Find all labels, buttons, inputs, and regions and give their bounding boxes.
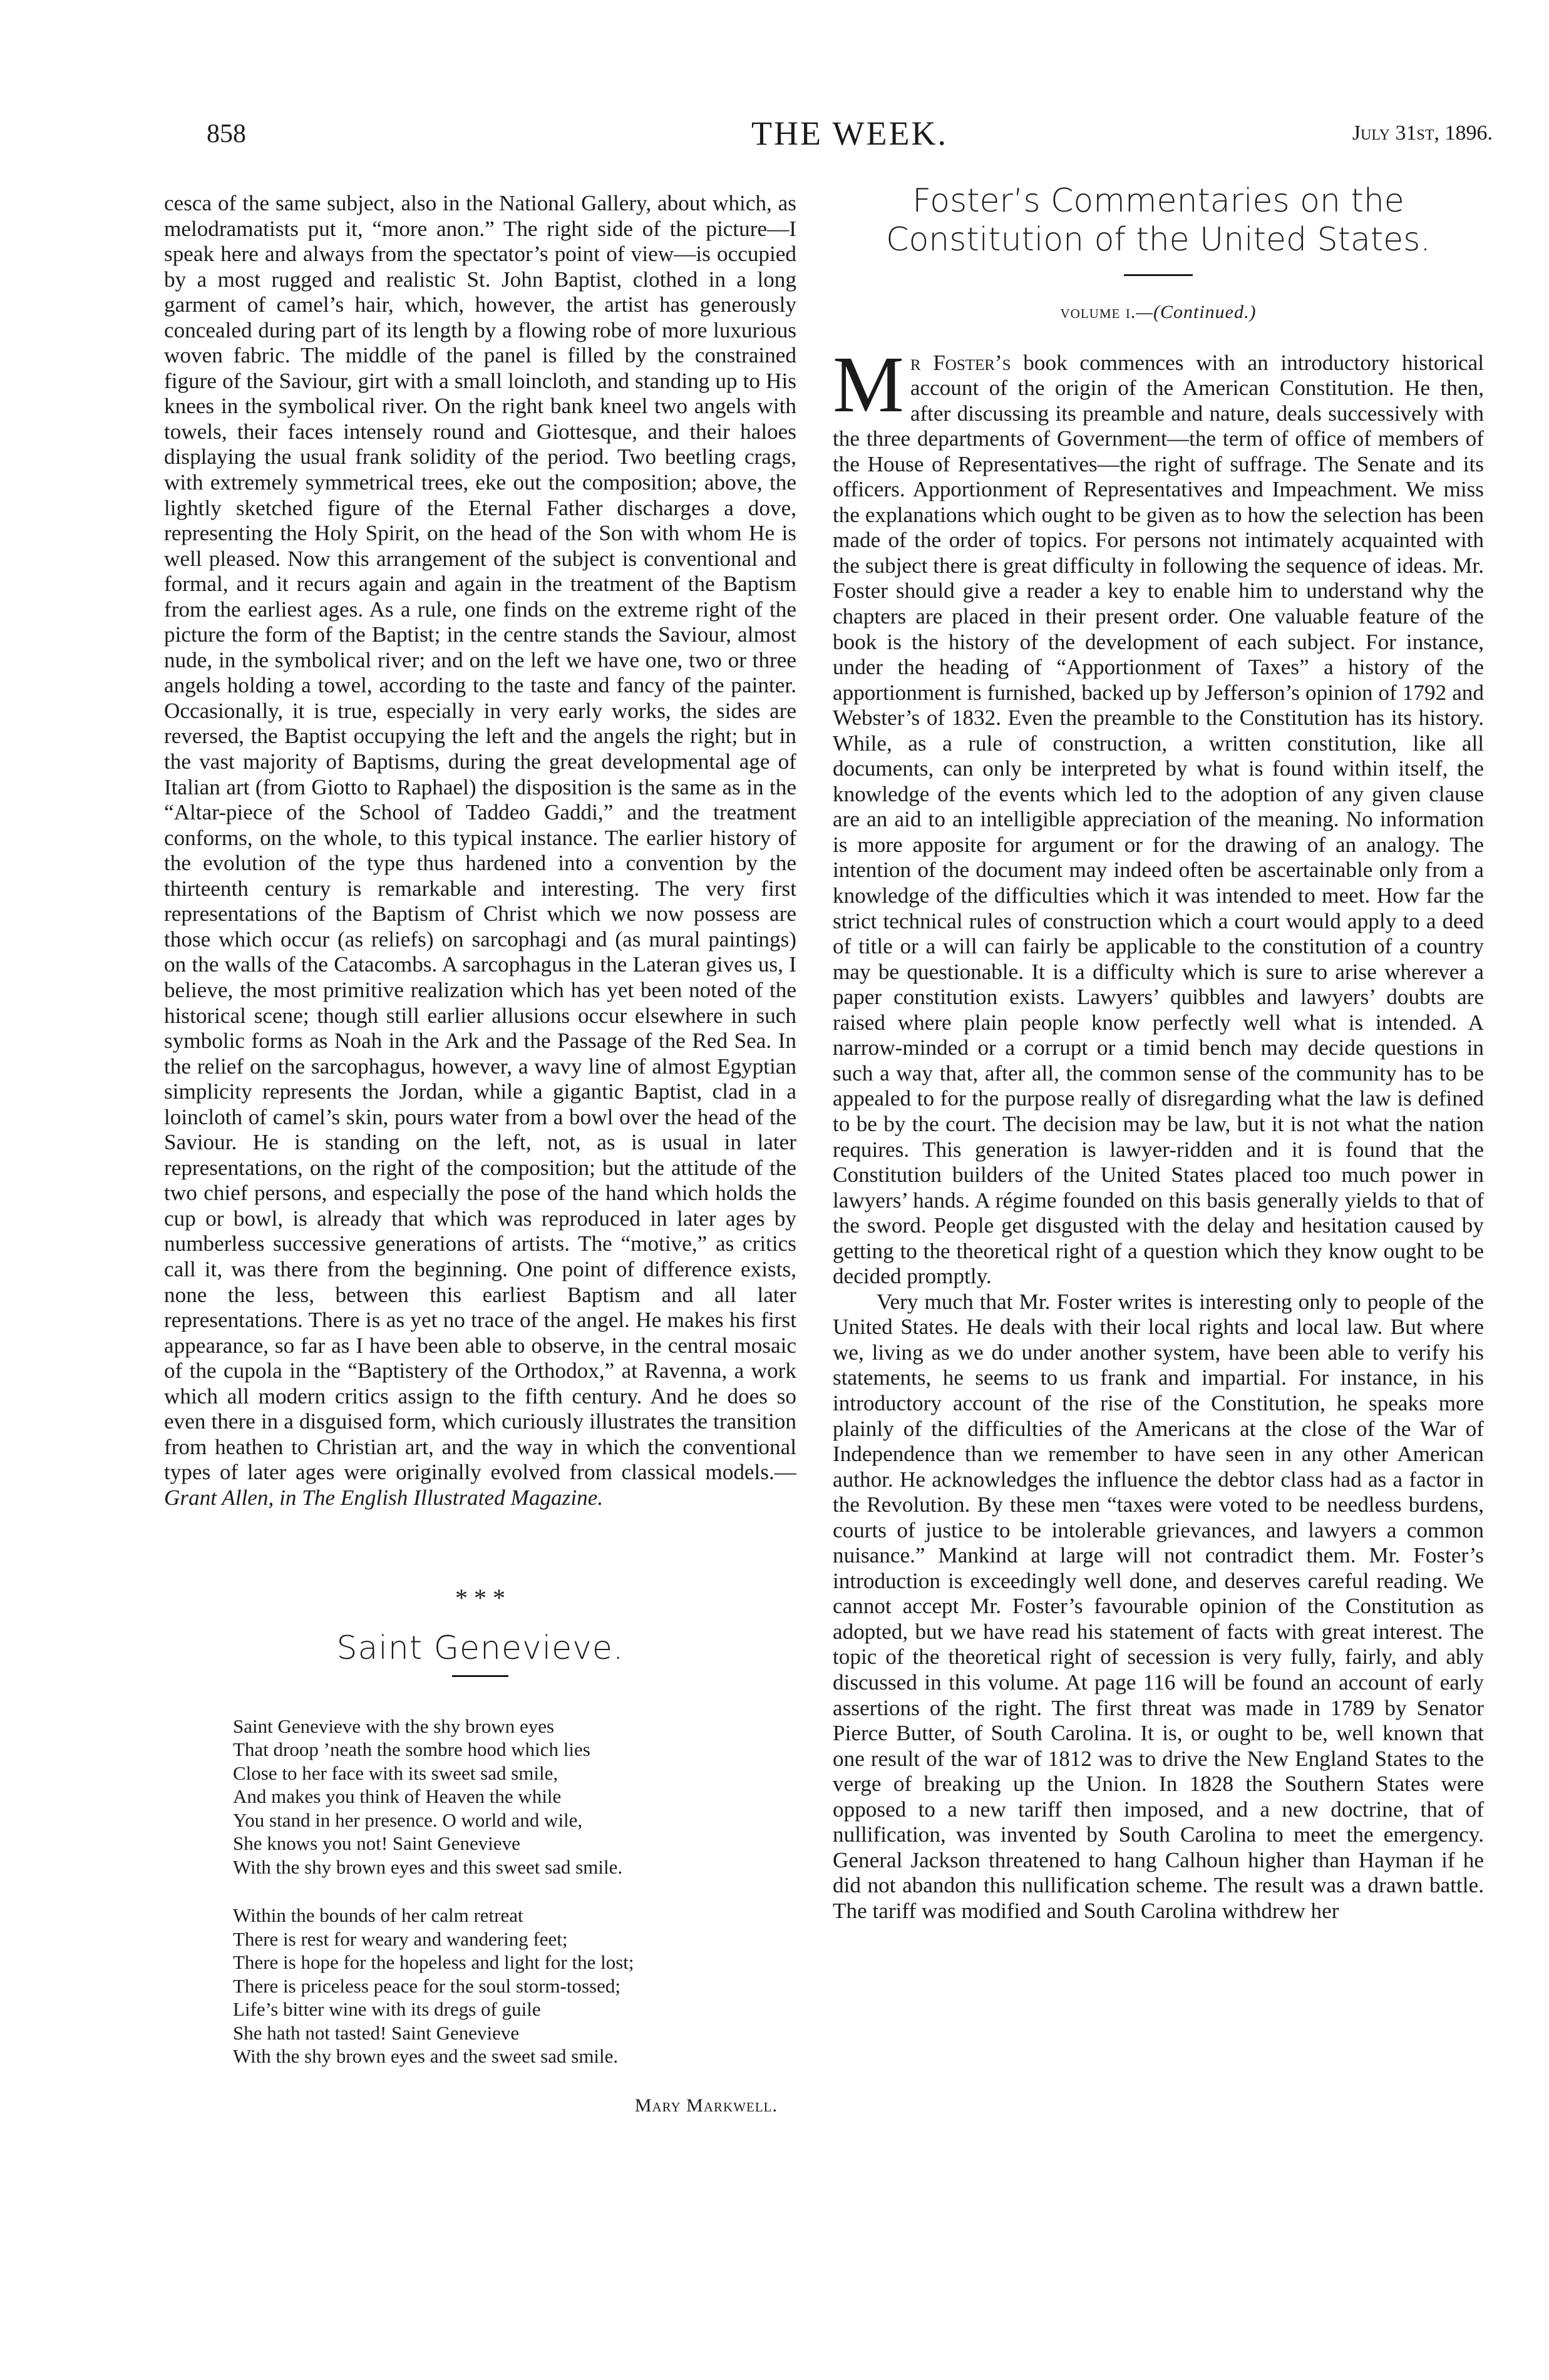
volume-label: volume i. — [1060, 302, 1136, 322]
poem-author: Mary Markwell. — [634, 2095, 778, 2116]
review-paragraph-1 — [833, 339, 1484, 1290]
poem-line: With the shy brown eyes and the sweet sad smile. — [233, 2045, 619, 2068]
paragraph-text: book commences with an introductory historical account of the origin of the American Constitution. He then, after discussing its preamble and nature, deals successively with the three departments of Government—the term of office of members of the House of Representatives—the right of suffrage. The Senate and its officers. Apportionment of Representatives and Impeachment. We miss the explanations which ought to be given as to how the selection has been made of the order of topics. For persons not intimately acquainted with the subject there is great difficulty in following the sequence of ideas. Mr. Foster should give a reader a key to enable him to understand why the chapters are placed in their present order. One valuable feature of the book is the history of the development of each subject. For instance, under the heading of “Apportionment of Taxes” a history of the apportionment is furnished, backed up by Jefferson’s opinion of 1792 and Webster’s of 1832. Even the preamble to the Constitution has its history. While, as a rule of construction, a written constitution, like all documents, can only be interpreted by what is found within itself, the knowledge of the events which led to the adoption of any given clause are an aid to an intelligible appreciation of the meaning. No information is more apposite for argument or for the drawing of an analogy. The intention of the document may indeed often be ascertainable only from a knowledge of the difficulties which it was intended to meet. How far the strict technical rules of construction which a court would apply to a deed of title or a will can fairly be applicable to the constitution of a country may be questionable. It is a difficulty which is sure to arise wherever a paper constitution exists. Lawyers’ quibbles and lawyers’ doubts are raised where plain people know perfectly well what is intended. A narrow-minded or a corrupt or a timid bench may decide questions in such a way that, after all, the common sense of the community has to be appealed to for the purpose really of disregarding what the law is defined to be by the court. The decision may be law, but it is not what the nation requires. This generation is lawyer-ridden and it is found that the Constitution builders of the United States placed too much power in lawyers’ hands. A régime founded on this basis generally yields to that of the sword. People get disgusted with the delay and hesitation caused by getting to the theoretical right of a question which they know ought to be decided promptly. — [833, 350, 1484, 1289]
poem-line: She hath not tasted! Saint Genevieve — [233, 2021, 520, 2044]
volume-line — [833, 300, 1484, 326]
poem-line: There is priceless peace for the soul storm-tossed; — [233, 1974, 620, 1997]
poem-line: There is rest for weary and wandering feet; — [233, 1927, 568, 1950]
running-title: THE WEEK. — [751, 115, 948, 152]
review-paragraph-2: Very much that Mr. Foster writes is interesting only to people of the United States. He deals with their local rights and local law. But where we, living as we do under another system, have been able to verify his statements, he seems to us frank and impartial. For instance, in his introductory account of the rise of the Constitution, he speaks more plainly of the difficulties of the Americans at the close of the War of Independence than we remember to have seen in any other American author. He acknowledges the influence the debtor class had as a factor in the Revolution. By these men “taxes were voted to be needless burdens, courts of justice to be intolerable grievances, and lawyers a common nuisance.” Mankind at large will not contradict them. Mr. Foster’s introduction is exceedingly well done, and deserves careful reading. We cannot accept Mr. Foster’s favourable opinion of the Constitution as adopted, but we have read his statement of facts with great interest. The topic of the theoretical right of secession is very fully, fairly, and ably discussed in this volume. At page 116 will be found an account of early assertions of the right. The first threat was made in 1789 by Senator Pierce Butter, of South Carolina. It is, or ought to be, well known that one result of the war of 1812 was to drive the New England States to the verge of breaking up the Union. In 1828 the Southern States were opposed to a new tariff then imposed, and a new doctrine, that of nullification, was invented by South Carolina to meet the emergency. General Jackson threatened to hang Calhoun higher than Hayman if he did not abandon this nullification scheme. The result was a drawn battle. The tariff was modified and South Carolina withdrew her — [833, 1289, 1484, 1923]
art-article-text: cesca of the same subject, also in the National Gallery, about which, as melodramatists put it, “more anon.” The right side of the picture—I speak here and always from the spectator’s point of view—is occupied by a most rugged and realistic St. John Baptist, clothed in a long garment of camel’s hair, which, however, the artist has generously concealed during part of its length by a flowing robe of more luxurious woven fabric. The middle of the panel is filled by the constrained figure of the Saviour, girt with a small loincloth, and standing up to His knees in the symbolical river. On the right bank kneel two angels with towels, their faces intensely round and Giottesque, and their haloes displaying the usual frank solidity of the period. Two beetling crags, with extremely symmetrical trees, eke out the composition; above, the lightly sketched figure of the Eternal Father discharges a dove, representing the Holy Spirit, on the head of the Son with whom He is well pleased. Now this arrangement of the subject is conventional and formal, and it recurs again and again in the treatment of the Baptism from the earliest ages. As a rule, one finds on the extreme right of the picture the form of the Baptist; in the centre stands the Saviour, almost nude, in the symbolical river; and on the left we have one, two or three angels holding a towel, according to the taste and fancy of the painter. Occasionally, it is true, especially in very early works, the sides are reversed, the Baptist occupying the left and the angels the right; but in the vast majority of Baptisms, during the great developmental age of Italian art (from Giotto to Raphael) the disposition is the same as in the “Altar-piece of the School of Taddeo Gaddi,” and the treatment conforms, on the whole, to this typical instance. The earlier history of the evolution of the type thus hardened into a convention by the thirteenth century is remarkable and interesting. The very first representations of the Baptism of Christ which we now possess are those which occur (as reliefs) on sarcophagi and (as mural paintings) on the walls of the Catacombs. A sarcophagus in the Lateran gives us, I believe, the most primitive realization which has yet been noted of the historical scene; though still earlier allusions occur elsewhere in such symbolic forms as Noah in the Ark and the Passage of the Red Sea. In the relief on the sarcophagus, however, a wavy line of almost Egyptian simplicity represents the Jordan, while a gigantic Baptist, clad in a loincloth of camel’s skin, pours water from a bowl over the head of the Saviour. He is standing on the left, not, as is usual in later representations, on the right of the composition; but the attitude of the two chief persons, and especially the pose of the hand which holds the cup or bowl, is already that which was reproduced in later ages by numberless successive generations of artists. The “motive,” as critics call it, was there from the beginning. One point of difference exists, none the less, between this earliest Baptism and all later representations. There is as yet no trace of the angel. He makes his first appearance, so far as I have been able to observe, in the central mosaic of the cupola in the “Baptistery of the Orthodox,” at Ravenna, a work which all modern critics assign to the fifth century. And he does so even there in a disguised form, which curiously illustrates the transition from heathen to Christian art, and the way in which the conventional types of later ages were originally evolved from classical models.— — [164, 191, 796, 1485]
first-word: r Foster’s — [910, 350, 1011, 375]
issue-date: July 31st, 1896. — [1352, 121, 1493, 145]
poem-line: You stand in her presence. O world and wile, — [233, 1808, 583, 1831]
section-separator: * * * — [455, 1584, 505, 1613]
page-header — [207, 114, 1493, 164]
poem-stanza-2 — [233, 1904, 796, 2068]
page-number: 858 — [207, 120, 246, 148]
title-rule — [452, 1675, 508, 1677]
drop-cap: M — [833, 339, 904, 429]
title-rule — [1124, 274, 1193, 276]
poem-line: She knows you not! Saint Genevieve — [233, 1832, 520, 1855]
left-column — [164, 191, 796, 2119]
poem-line: And makes you think of Heaven the while — [233, 1785, 562, 1808]
right-column — [833, 182, 1484, 1924]
poem-line: Saint Genevieve with the shy brown eyes — [233, 1715, 555, 1737]
article-title: Foster’s Commentaries on the Constitution of the United States. — [886, 182, 1431, 259]
poem-stanza-1 — [233, 1715, 796, 1879]
art-article-paragraph — [164, 191, 796, 1511]
poem-line: Close to her face with its sweet sad smile, — [233, 1762, 558, 1784]
article-attribution: Grant Allen, in The English Illustrated Magazine. — [164, 1485, 604, 1510]
poem-line: Life’s bitter wine with its dregs of guile — [233, 1998, 541, 2021]
poem-line: There is hope for the hopeless and light for the lost; — [233, 1951, 634, 1974]
poem-title: Saint Genevieve. — [336, 1629, 624, 1668]
volume-note: —(Continued.) — [1136, 302, 1257, 322]
poem-line: That droop ’neath the sombre hood which lies — [233, 1738, 590, 1761]
poem-line: Within the bounds of her calm retreat — [233, 1904, 523, 1927]
poem-line: With the shy brown eyes and this sweet sad smile. — [233, 1855, 623, 1878]
